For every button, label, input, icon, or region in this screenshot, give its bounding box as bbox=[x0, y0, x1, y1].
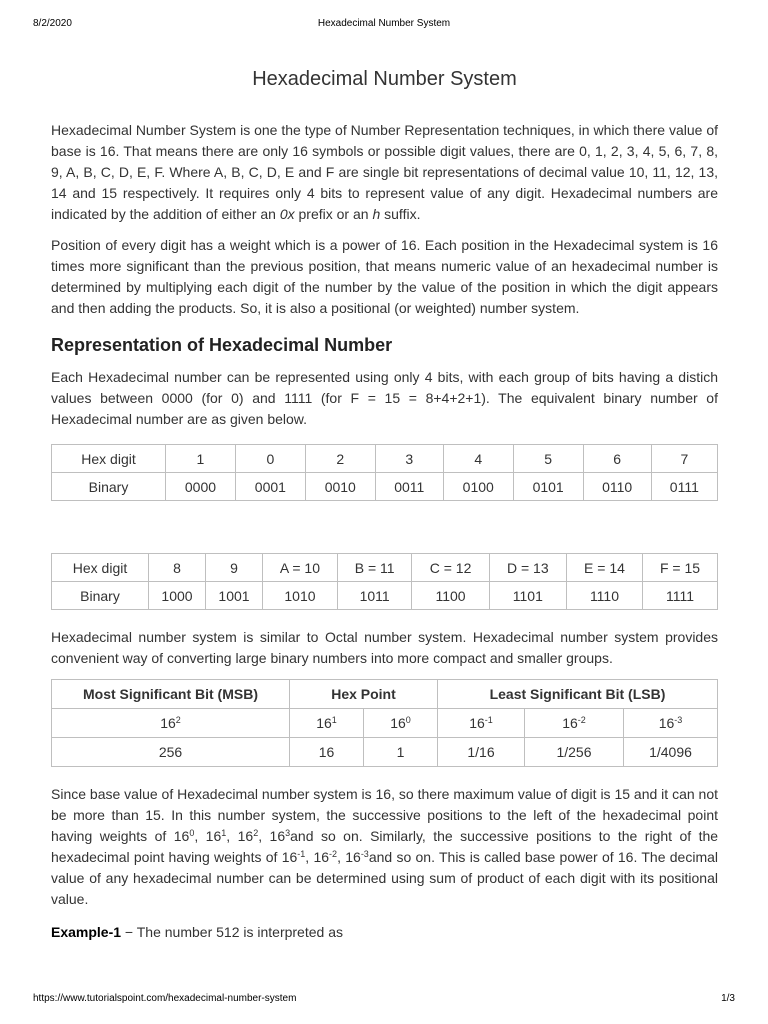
table-cell: 1100 bbox=[412, 582, 489, 610]
power-cell: $16^2$ bbox=[52, 709, 290, 738]
power-cell: $16^0$ bbox=[364, 709, 438, 738]
power-cell: $16^{-3}$ bbox=[624, 709, 718, 738]
power-cell: $16^1$ bbox=[290, 709, 364, 738]
table-cell: 1011 bbox=[337, 582, 412, 610]
suffix-h: h bbox=[372, 206, 381, 222]
table-cell: 16 bbox=[290, 738, 364, 767]
msb-header: Most Significant Bit (MSB) bbox=[52, 680, 290, 709]
hex-point-header: Hex Point bbox=[290, 680, 438, 709]
table-row bbox=[52, 554, 718, 582]
table-cell: 2 bbox=[305, 445, 375, 473]
power-cell: $16^{-1}$ bbox=[438, 709, 525, 738]
table-row bbox=[52, 582, 718, 610]
table-row bbox=[52, 738, 718, 767]
section-heading: Representation of Hexadecimal Number bbox=[51, 335, 393, 355]
hex-binary-table-2 bbox=[51, 553, 718, 610]
power-cell: $16^{-2}$ bbox=[525, 709, 624, 738]
table-cell: 1001 bbox=[206, 582, 263, 610]
representation-paragraph: Each Hexadecimal number can be represented using only 4 bits, with each group of bits having a distich values between 0000 (for 0) and 1111 (for F = 15 = 8+4+2+1). The equivalent binary number of Hexadecimal number are as given below. bbox=[51, 369, 718, 427]
page-title: Hexadecimal Number System bbox=[252, 68, 517, 90]
table-cell: 256 bbox=[52, 738, 290, 767]
table-cell: D = 13 bbox=[489, 554, 566, 582]
table-cell: 6 bbox=[583, 445, 651, 473]
table-cell: 1111 bbox=[643, 582, 718, 610]
article bbox=[51, 62, 718, 953]
table-cell: 0 bbox=[235, 445, 305, 473]
row-label: Binary bbox=[52, 582, 149, 610]
example-paragraph: Example-1 − The number 512 is interpreted as bbox=[51, 924, 343, 940]
row-label: Binary bbox=[52, 473, 166, 501]
example-label: Example-1 bbox=[51, 924, 122, 940]
footer-url: https://www.tutorialspoint.com/hexadecimal-number-system bbox=[33, 993, 297, 1004]
table-cell: E = 14 bbox=[566, 554, 642, 582]
hex-binary-table-1 bbox=[51, 444, 718, 501]
table-cell: C = 12 bbox=[412, 554, 489, 582]
table-cell: 4 bbox=[443, 445, 513, 473]
table-cell: 0110 bbox=[583, 473, 651, 501]
table-cell: 3 bbox=[375, 445, 443, 473]
table-cell: 0101 bbox=[513, 473, 583, 501]
table-cell: 1010 bbox=[263, 582, 338, 610]
table-cell: 7 bbox=[651, 445, 717, 473]
table-cell: 0100 bbox=[443, 473, 513, 501]
positional-paragraph: Position of every digit has a weight which is a power of 16. Each position in the Hexadecimal system is 16 times more significant than the previous position, that means numeric value of an hexadecimal number is determined by multiplying each digit of the number by the value of the position in which the digit appears and then adding the products. So, it is also a positional (or weighted) number system. bbox=[51, 237, 718, 316]
table-cell: 1/4096 bbox=[624, 738, 718, 767]
positional-weights-table bbox=[51, 679, 718, 767]
table-cell: B = 11 bbox=[337, 554, 412, 582]
row-label: Hex digit bbox=[52, 445, 166, 473]
print-date: 8/2/2020 bbox=[33, 18, 72, 29]
table-cell: F = 15 bbox=[643, 554, 718, 582]
table-row bbox=[52, 445, 718, 473]
base-power-paragraph: Since base value of Hexadecimal number system is 16, so there maximum value of digit is 15 and it can not be more than 15. In this number system, the successive positions to the left of the hexadecimal point having weights of $16^0$, $16^1$, $16^2$, $16^3and$ so on. Similarly, the successive positions to the right of the hexadecimal point having weights of $16^{-1}$, $16^{-2}$, $16^{-3}and$ so on. This is called base power of 16. The decimal value of any hexadecimal number can be determined using sum of product of each digit with its positional value. bbox=[51, 786, 719, 907]
prefix-0x: 0x bbox=[279, 206, 295, 222]
table-row bbox=[52, 473, 718, 501]
table-row bbox=[52, 709, 718, 738]
table-cell: 0011 bbox=[375, 473, 443, 501]
print-header-title: Hexadecimal Number System bbox=[317, 18, 451, 29]
table-cell: 1101 bbox=[489, 582, 566, 610]
table-cell: 1/16 bbox=[438, 738, 525, 767]
row-label: Hex digit bbox=[52, 554, 149, 582]
table-cell: 1000 bbox=[149, 582, 206, 610]
table-cell: 0001 bbox=[235, 473, 305, 501]
table-cell: 1 bbox=[364, 738, 438, 767]
intro-paragraph: Hexadecimal Number System is one the type of Number Representation techniques, in which there value of base is 16. That means there are only 16 symbols or possible digit values, there are 0, 1, 2, 3, 4, 5, 6, 7, 8, 9, A, B, C, D, E, F. Where A, B, C, D, E and F are single bit representations of decimal value 10, 11, 12, 13, 14 and 15 respectively. It requires only 4 bits to represent value of any digit. Hexadecimal numbers are indicated by the addition of either an 0x prefix or an h suffix. bbox=[51, 122, 718, 222]
table-cell: 1110 bbox=[566, 582, 642, 610]
page-number: 1/3 bbox=[721, 993, 735, 1004]
table-cell: 0111 bbox=[651, 473, 717, 501]
table-cell: 8 bbox=[149, 554, 206, 582]
table-cell: 1 bbox=[166, 445, 236, 473]
table-header-row bbox=[52, 680, 718, 709]
table-cell: 0010 bbox=[305, 473, 375, 501]
octal-comparison-paragraph: Hexadecimal number system is similar to Octal number system. Hexadecimal number system provides convenient way of converting large binary numbers into more compact and smaller groups. bbox=[51, 629, 718, 666]
table-cell: A = 10 bbox=[263, 554, 338, 582]
table-cell: 1/256 bbox=[525, 738, 624, 767]
table-cell: 5 bbox=[513, 445, 583, 473]
table-cell: 9 bbox=[206, 554, 263, 582]
lsb-header: Least Significant Bit (LSB) bbox=[438, 680, 718, 709]
table-cell: 0000 bbox=[166, 473, 236, 501]
